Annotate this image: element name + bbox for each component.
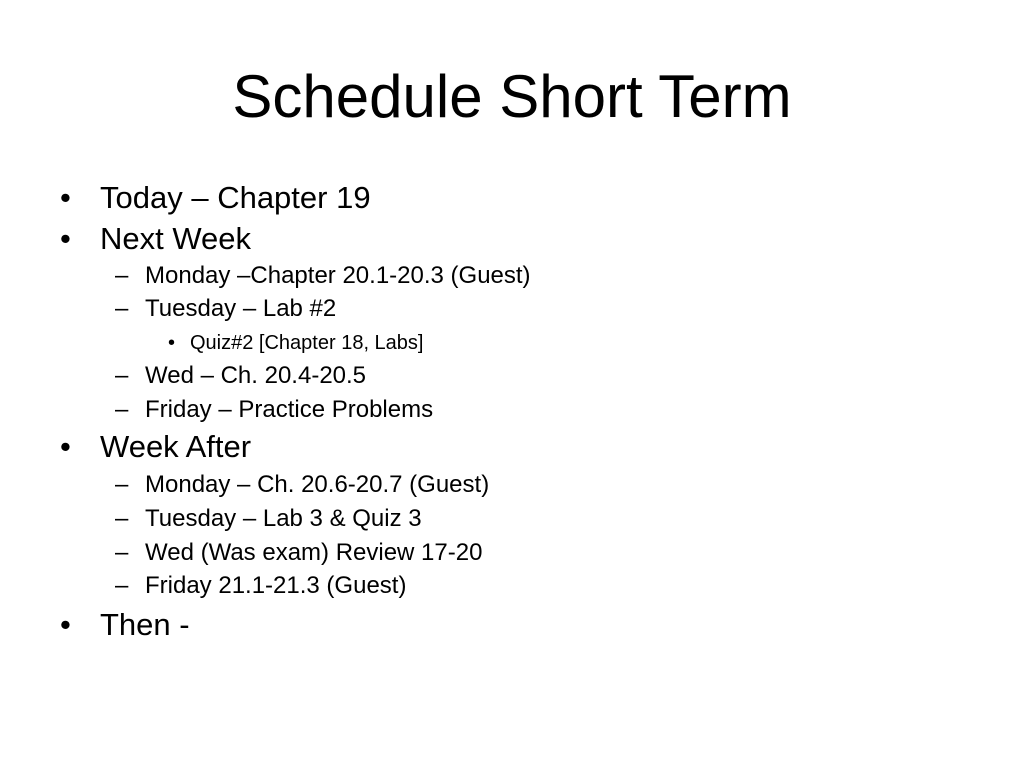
sub-bullet-text: Wed – Ch. 20.4-20.5 <box>145 362 367 389</box>
dash-marker: – <box>115 295 129 322</box>
bullet-marker: • <box>168 332 176 354</box>
dash-marker: – <box>115 471 129 498</box>
sub-bullet-text: Monday –Chapter 20.1-20.3 (Guest) <box>145 262 531 289</box>
sub-bullet-text: Tuesday – Lab 3 & Quiz 3 <box>145 505 422 532</box>
sub-sub-bullet-text: Quiz#2 [Chapter 18, Labs] <box>190 332 424 354</box>
bullet-marker: • <box>60 607 71 642</box>
sub-bullet-text: Friday – Practice Problems <box>145 396 434 423</box>
dash-marker: – <box>115 396 129 423</box>
bullet-marker: • <box>60 180 71 215</box>
dash-marker: – <box>115 505 129 532</box>
bullet-text: Then - <box>100 607 190 642</box>
bullet-text: Week After <box>100 429 252 464</box>
bullet-marker: • <box>60 429 71 464</box>
dash-marker: – <box>115 262 129 289</box>
sub-bullet-text: Tuesday – Lab #2 <box>145 295 337 322</box>
sub-bullet-text: Wed (Was exam) Review 17-20 <box>145 539 483 566</box>
sub-bullet-text: Monday – Ch. 20.6-20.7 (Guest) <box>145 471 490 498</box>
slide-title: Schedule Short Term <box>232 63 792 130</box>
dash-marker: – <box>115 539 129 566</box>
sub-bullet-text: Friday 21.1-21.3 (Guest) <box>145 572 407 599</box>
bullet-text: Today – Chapter 19 <box>100 180 371 215</box>
dash-marker: – <box>115 572 129 599</box>
dash-marker: – <box>115 362 129 389</box>
bullet-marker: • <box>60 221 71 256</box>
bullet-text: Next Week <box>100 221 252 256</box>
